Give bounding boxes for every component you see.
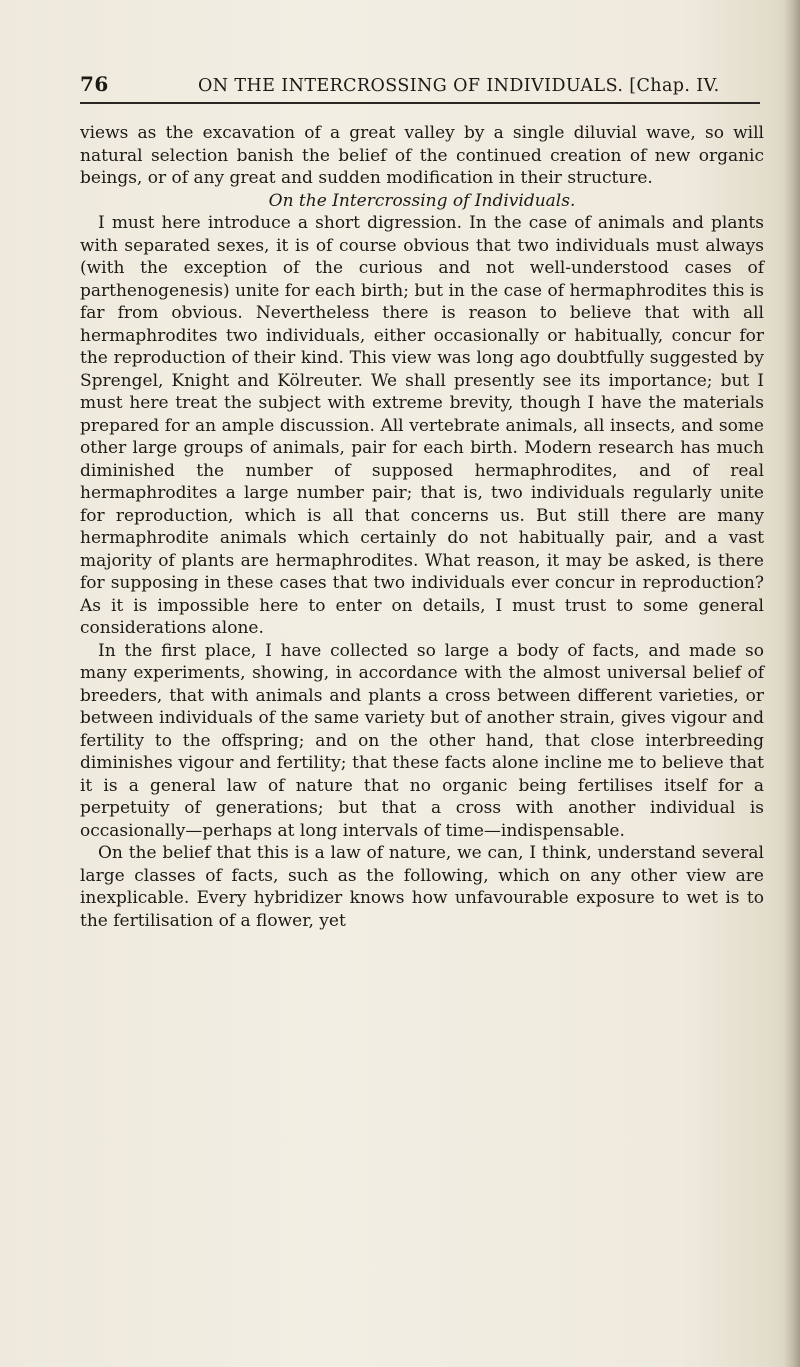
page-number: 76 xyxy=(80,72,109,96)
paragraph: On the belief that this is a law of nature, we can, I think, understand several large classes of facts, such as the following, which on any other view are inexplicable. Every hybridizer knows how unfavourable exposure to wet is to the fertilisation of a flower, yet xyxy=(80,843,764,931)
running-title: ON THE INTERCROSSING OF INDIVIDUALS. [Chap. IV. xyxy=(198,76,720,96)
page-header xyxy=(80,72,770,104)
body-text xyxy=(80,122,764,932)
section-title: On the Intercrossing of Individuals. xyxy=(268,190,576,211)
paragraph-continuation: views as the excavation of a great valley by a single diluvial wave, so will natural selection banish the belief of the continued creation of new organic beings, or of any great and sudden modification in their structure. xyxy=(80,123,764,188)
paragraph: I must here introduce a short digression. In the case of animals and plants with separated sexes, it is of course obvious that two individuals must always (with the exception of the curious and not well-understood cases of parthenogenesis) unite for each birth; but in the case of hermaphrodites this is far from obvious. Nevertheless there is reason to believe that with all hermaphrodites two individuals, either occasionally or habitually, concur for the reproduction of their kind. This view was long ago doubtfully suggested by Sprengel, Knight and Kölreuter. We shall presently see its importance; but I must here treat the subject with extreme brevity, though I have the materials prepared for an ample discussion. All vertebrate animals, all insects, and some other large groups of animals, pair for each birth. Modern research has much diminished the number of supposed hermaphrodites, and of real hermaphrodites a large number pair; that is, two individuals regularly unite for reproduction, which is all that concerns us. But still there are many hermaphrodite animals which certainly do not habitually pair, and a vast majority of plants are hermaphrodites. What reason, it may be asked, is there for supposing in these cases that two individuals ever concur in reproduction? As it is impossible here to enter on details, I must trust to some general considerations alone. xyxy=(80,213,764,638)
paragraph: In the first place, I have collected so large a body of facts, and made so many experiments, showing, in accordance with the almost universal belief of breeders, that with animals and plants a cross between different varieties, or between individuals of the same variety but of another strain, gives vigour and fertility to the offspring; and on the other hand, that close interbreeding diminishes vigour and fertility; that these facts alone incline me to believe that it is a general law of nature that no organic being fertilises itself for a perpetuity of generations; but that a cross with another individual is occasionally—perhaps at long intervals of time—indispensable. xyxy=(80,640,764,841)
page-edge-shadow xyxy=(784,0,800,1367)
header-rule xyxy=(80,102,760,104)
